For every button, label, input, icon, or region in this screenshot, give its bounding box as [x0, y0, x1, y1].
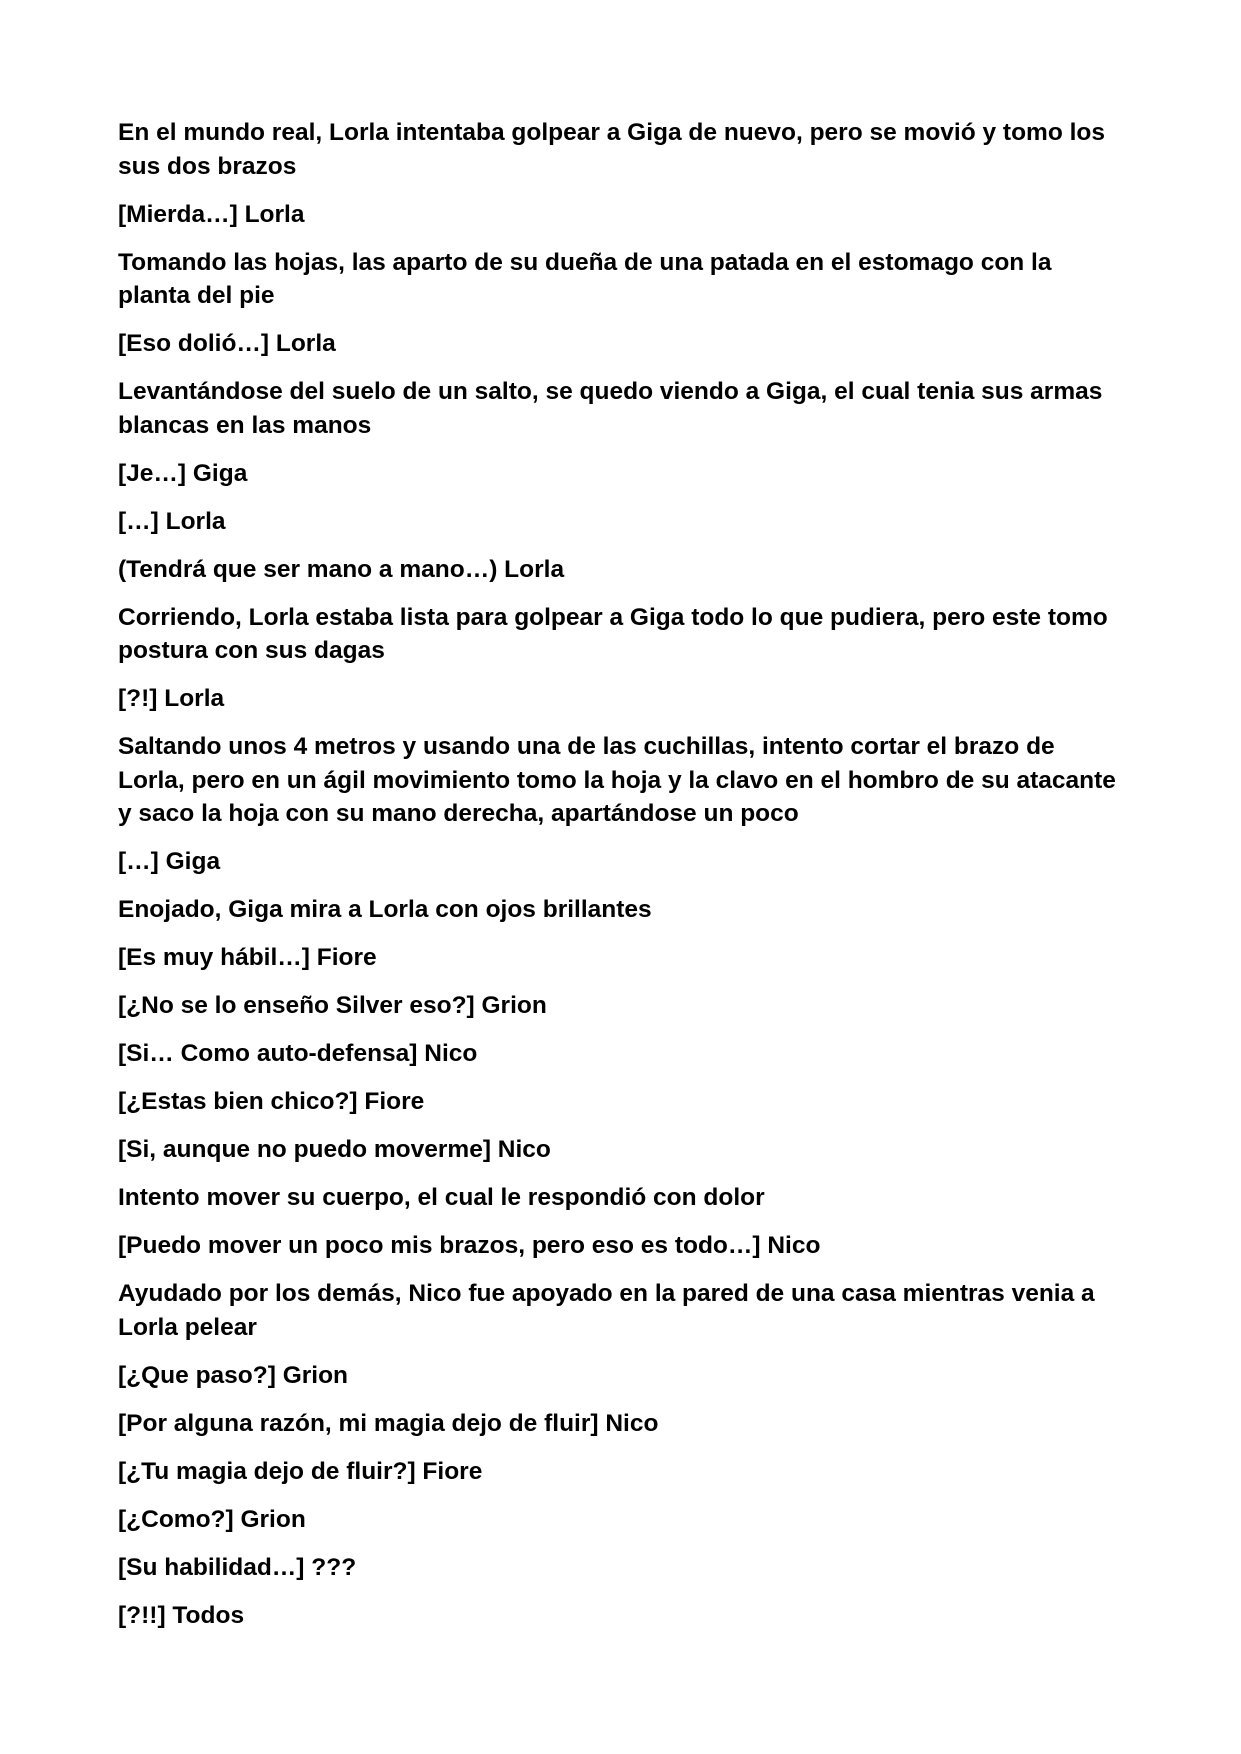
narration-paragraph: Intento mover su cuerpo, el cual le respondió con dolor: [118, 1184, 765, 1211]
narration-paragraph: Saltando unos 4 metros y usando una de las cuchillas, intento cortar el brazo de Lorla, pero en un ágil movimiento tomo la hoja y la clavo en el hombro de su atacante y saco la hoja con su mano derecha, apartándose un poco: [118, 733, 1116, 827]
narration-paragraph: Corriendo, Lorla estaba lista para golpear a Giga todo lo que pudiera, pero este tomo postura con sus dagas: [118, 603, 1108, 664]
dialogue-line: […] Giga: [118, 848, 221, 875]
dialogue-line: [Es muy hábil…] Fiore: [118, 944, 377, 971]
dialogue-line: [¿Tu magia dejo de fluir?] Fiore: [118, 1457, 483, 1485]
narration-paragraph: Ayudado por los demás, Nico fue apoyado en la pared de una casa mientras venia a Lorla pelear: [118, 1280, 1095, 1341]
dialogue-line: […] Lorla: [118, 507, 226, 535]
dialogue-line: [¿Que paso?] Grion: [118, 1361, 349, 1389]
dialogue-line: [Je…] Giga: [118, 459, 248, 487]
narration-paragraph: En el mundo real, Lorla intentaba golpear a Giga de nuevo, pero se movió y tomo los sus dos brazos: [118, 119, 1105, 180]
dialogue-line: [Puedo mover un poco mis brazos, pero eso es todo…] Nico: [118, 1232, 821, 1259]
dialogue-line: [¿No se lo enseño Silver eso?] Grion: [118, 992, 547, 1019]
dialogue-line: [Si… Como auto-defensa] Nico: [118, 1040, 478, 1067]
dialogue-line: [?!] Lorla: [118, 685, 225, 712]
dialogue-line: [Si, aunque no puedo moverme] Nico: [118, 1136, 551, 1163]
narration-paragraph: Levantándose del suelo de un salto, se quedo viendo a Giga, el cual tenia sus armas blancas en las manos: [118, 378, 1103, 439]
thought-line: (Tendrá que ser mano a mano…) Lorla: [118, 555, 565, 583]
narration-paragraph: Enojado, Giga mira a Lorla con ojos brillantes: [118, 896, 652, 923]
dialogue-line: [Su habilidad…] ???: [118, 1553, 357, 1581]
narration-paragraph: Tomando las hojas, las aparto de su dueña de una patada en el estomago con la planta del pie: [118, 248, 1052, 309]
dialogue-line: [¿Estas bien chico?] Fiore: [118, 1088, 425, 1115]
dialogue-line: [?!!] Todos: [118, 1601, 245, 1629]
dialogue-line: [Mierda…] Lorla: [118, 200, 305, 228]
story-text: [118, 116, 1128, 1647]
dialogue-line: [Eso dolió…] Lorla: [118, 330, 336, 357]
dialogue-line: [¿Como?] Grion: [118, 1505, 306, 1533]
dialogue-line: [Por alguna razón, mi magia dejo de fluir] Nico: [118, 1409, 659, 1437]
